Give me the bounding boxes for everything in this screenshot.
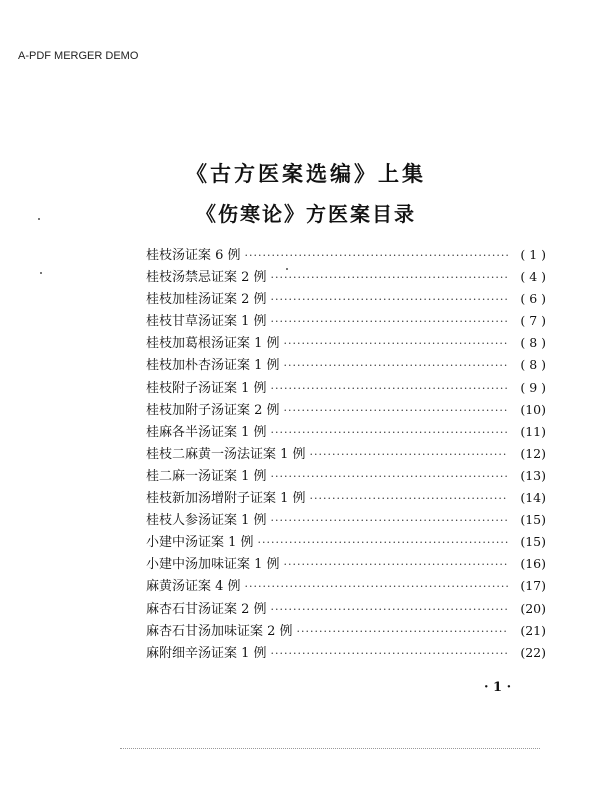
toc-entry[interactable] xyxy=(146,310,546,332)
toc-entry-name: 小建中汤加味证案 1 例 xyxy=(146,557,280,573)
toc-entry-page: ( 7 ) xyxy=(520,313,546,329)
page-number: · 1 · xyxy=(484,680,512,695)
toc-entry-page: (11) xyxy=(520,423,546,439)
dot-leader xyxy=(297,625,508,638)
toc-entry[interactable] xyxy=(146,354,546,376)
toc-entry-name: 桂枝人参汤证案 1 例 xyxy=(146,513,267,529)
dot-leader xyxy=(271,382,508,395)
toc-entry-page: ( 8 ) xyxy=(520,335,546,351)
toc-entry-page: (15) xyxy=(520,534,546,550)
toc-entry-name: 小建中汤证案 1 例 xyxy=(146,535,254,551)
dot-leader xyxy=(284,337,508,350)
table-of-contents xyxy=(146,244,546,664)
toc-entry[interactable] xyxy=(146,642,546,664)
dot-leader xyxy=(271,603,508,616)
dot-leader xyxy=(284,359,508,372)
toc-entry-page: (22) xyxy=(520,644,546,660)
toc-entry-name: 桂二麻一汤证案 1 例 xyxy=(146,468,267,484)
toc-entry-page: (20) xyxy=(520,600,546,616)
toc-entry-page: (21) xyxy=(520,622,546,638)
toc-entry[interactable] xyxy=(146,399,546,421)
toc-entry[interactable] xyxy=(146,531,546,553)
toc-entry-page: (17) xyxy=(520,578,546,594)
toc-entry-page: ( 6 ) xyxy=(520,291,546,307)
toc-entry-name: 桂麻各半汤证案 1 例 xyxy=(146,424,267,440)
toc-entry-page: ( 4 ) xyxy=(520,269,546,285)
toc-entry-name: 麻黄汤证案 4 例 xyxy=(146,579,241,595)
toc-entry-page: (15) xyxy=(520,512,546,528)
toc-entry[interactable] xyxy=(146,288,546,310)
collection-title: 《古方医案选编》上集 xyxy=(186,162,426,186)
scan-artifact-line xyxy=(120,748,540,750)
toc-entry-name: 桂枝加葛根汤证案 1 例 xyxy=(146,336,280,352)
scan-speck xyxy=(40,272,42,274)
toc-entry[interactable] xyxy=(146,620,546,642)
toc-entry-name: 麻杏石甘汤加味证案 2 例 xyxy=(146,623,293,639)
toc-entry-name: 桂枝加桂汤证案 2 例 xyxy=(146,292,267,308)
dot-leader xyxy=(271,426,508,439)
toc-entry[interactable] xyxy=(146,465,546,487)
toc-entry[interactable] xyxy=(146,377,546,399)
toc-entry-name: 桂枝汤证案 6 例 xyxy=(146,248,241,263)
dot-leader xyxy=(310,448,508,461)
dot-leader xyxy=(245,249,508,262)
dot-leader xyxy=(310,492,508,505)
toc-entry-page: (14) xyxy=(520,490,546,506)
toc-entry-page: ( 9 ) xyxy=(520,379,546,395)
toc-entry[interactable] xyxy=(146,332,546,354)
toc-title: 《伤寒论》方医案目录 xyxy=(196,202,416,226)
toc-entry-page: ( 1 ) xyxy=(520,247,546,262)
dot-leader xyxy=(271,647,508,660)
dot-leader xyxy=(258,536,508,549)
toc-entry-name: 麻杏石甘汤证案 2 例 xyxy=(146,601,267,617)
toc-entry[interactable] xyxy=(146,443,546,465)
toc-entry-name: 桂枝加朴杏汤证案 1 例 xyxy=(146,358,280,374)
watermark: A-PDF MERGER DEMO xyxy=(18,50,139,62)
toc-entry[interactable] xyxy=(146,598,546,620)
toc-entry-page: ( 8 ) xyxy=(520,357,546,373)
dot-leader xyxy=(284,404,508,417)
scan-speck xyxy=(38,218,40,220)
toc-entry[interactable] xyxy=(146,509,546,531)
scan-speck xyxy=(286,268,288,270)
toc-entry-page: (16) xyxy=(520,556,546,572)
toc-entry-name: 桂枝新加汤增附子证案 1 例 xyxy=(146,491,306,507)
toc-entry[interactable] xyxy=(146,244,546,266)
dot-leader xyxy=(271,315,508,328)
toc-entry-name: 麻附细辛汤证案 1 例 xyxy=(146,645,267,661)
dot-leader xyxy=(271,271,508,284)
toc-entry-name: 桂枝甘草汤证案 1 例 xyxy=(146,314,267,330)
toc-entry-name: 桂枝二麻黄一汤法证案 1 例 xyxy=(146,446,306,462)
dot-leader xyxy=(245,580,508,593)
toc-entry-page: (12) xyxy=(520,445,546,461)
dot-leader xyxy=(271,514,508,527)
toc-entry-name: 桂枝汤禁忌证案 2 例 xyxy=(146,270,267,286)
dot-leader xyxy=(284,558,508,571)
toc-entry-page: (10) xyxy=(520,401,546,417)
toc-entry[interactable] xyxy=(146,575,546,597)
toc-entry[interactable] xyxy=(146,553,546,575)
toc-entry[interactable] xyxy=(146,487,546,509)
toc-entry[interactable] xyxy=(146,266,546,288)
toc-entry-name: 桂枝附子汤证案 1 例 xyxy=(146,380,267,396)
toc-entry[interactable] xyxy=(146,421,546,443)
toc-entry-name: 桂枝加附子汤证案 2 例 xyxy=(146,402,280,418)
dot-leader xyxy=(271,293,508,306)
dot-leader xyxy=(271,470,508,483)
toc-entry-page: (13) xyxy=(520,467,546,483)
